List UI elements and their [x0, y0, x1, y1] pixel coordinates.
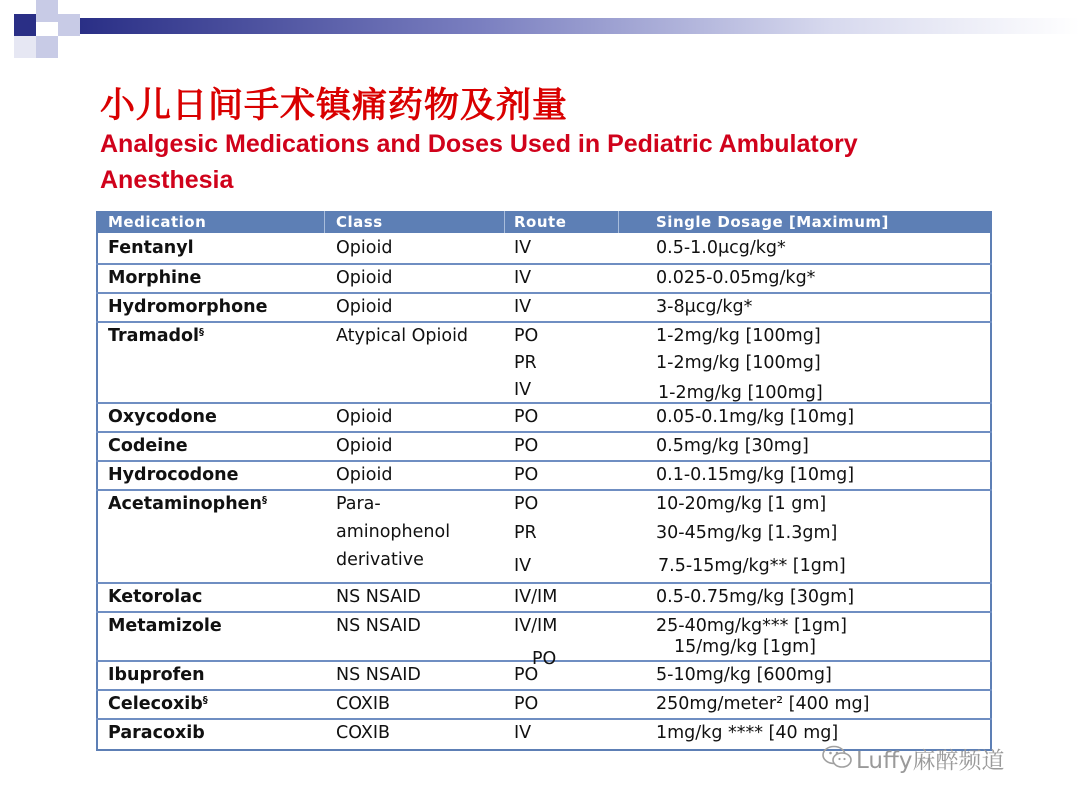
decor-square	[14, 14, 36, 36]
route-cell: PO	[514, 694, 539, 714]
class-cell: Opioid	[336, 465, 393, 485]
dosage-cell: 1-2mg/kg [100mg]	[656, 326, 821, 346]
decor-gradient-bar	[80, 18, 1080, 34]
route-cell: PO	[514, 665, 539, 685]
slide-title-english: Analgesic Medications and Doses Used in Pediatric Ambulatory Anesthesia	[100, 130, 858, 194]
medication-name: Metamizole	[108, 616, 222, 636]
dosage-cell: 30-45mg/kg [1.3gm]	[656, 523, 838, 543]
route-cell: PO	[514, 326, 539, 346]
class-cell: derivative	[336, 550, 424, 570]
class-cell: Opioid	[336, 238, 393, 258]
table-row	[96, 263, 992, 294]
class-cell: NS NSAID	[336, 587, 421, 607]
header-medication: Medication	[108, 213, 207, 231]
route-cell: PR	[514, 353, 537, 373]
header-divider	[504, 211, 505, 233]
route-cell: PO	[514, 407, 539, 427]
class-cell: Opioid	[336, 297, 393, 317]
table-row	[96, 611, 992, 669]
class-cell: Para-	[336, 494, 381, 514]
class-cell: COXIB	[336, 694, 391, 714]
table-row	[96, 489, 992, 584]
route-cell: IV/IM	[514, 587, 558, 607]
medication-name: Tramadol§	[108, 326, 205, 346]
route-cell: IV/IM	[514, 616, 558, 636]
route-cell: PO	[514, 465, 539, 485]
dosage-cell: 1mg/kg **** [40 mg]	[656, 723, 839, 743]
wechat-icon	[822, 744, 852, 780]
medication-name: Codeine	[108, 436, 188, 456]
dosage-cell: 0.025-0.05mg/kg*	[656, 268, 816, 288]
table-row	[96, 689, 992, 720]
medication-name: Hydromorphone	[108, 297, 268, 317]
class-cell: Opioid	[336, 436, 393, 456]
route-cell: PR	[514, 523, 537, 543]
table-row	[96, 460, 992, 491]
header-divider	[324, 211, 325, 233]
route-cell: PO	[514, 494, 539, 514]
class-cell: aminophenol	[336, 522, 451, 542]
table-row	[96, 233, 992, 265]
table-row	[96, 582, 992, 613]
dosage-cell: 0.05-0.1mg/kg [10mg]	[656, 407, 855, 427]
route-cell: IV	[514, 556, 532, 576]
dosage-cell: 5-10mg/kg [600mg]	[656, 665, 832, 685]
route-cell: IV	[514, 297, 532, 317]
route-cell: PO	[514, 436, 539, 456]
class-cell: COXIB	[336, 723, 391, 743]
dosage-cell: 1-2mg/kg [100mg]	[656, 353, 821, 373]
class-cell: Opioid	[336, 407, 393, 427]
medication-name: Hydrocodone	[108, 465, 239, 485]
medication-name: Paracoxib	[108, 723, 205, 743]
route-cell: IV	[514, 238, 532, 258]
dosage-cell: 0.5-1.0μcg/kg*	[656, 238, 786, 258]
medication-name: Morphine	[108, 268, 202, 288]
medication-name: Oxycodone	[108, 407, 217, 427]
route-cell: PO	[532, 649, 557, 669]
dosage-cell: 25-40mg/kg*** [1gm]	[656, 616, 847, 636]
dosage-cell: 250mg/meter² [400 mg]	[656, 694, 870, 714]
dosage-cell: 0.5mg/kg [30mg]	[656, 436, 809, 456]
header-route: Route	[514, 213, 567, 231]
medication-name: Fentanyl	[108, 238, 194, 258]
table-row	[96, 292, 992, 323]
table-header	[96, 211, 992, 233]
table-row	[96, 321, 992, 404]
decor-square	[36, 36, 58, 58]
class-cell: Opioid	[336, 268, 393, 288]
dosage-cell: 0.5-0.75mg/kg [30gm]	[656, 587, 855, 607]
decor-square	[14, 36, 36, 58]
dosage-cell: 0.1-0.15mg/kg [10mg]	[656, 465, 855, 485]
header-class: Class	[336, 213, 383, 231]
dosage-cell: 15/mg/kg [1gm]	[674, 637, 816, 657]
class-cell: Atypical Opioid	[336, 326, 469, 346]
dosage-table	[96, 211, 992, 751]
watermark-text: Luffy麻醉频道	[856, 748, 1005, 774]
decor-square	[36, 0, 58, 22]
dosage-cell: 7.5-15mg/kg** [1gm]	[658, 556, 846, 576]
route-cell: IV	[514, 380, 532, 400]
medication-name: Acetaminophen§	[108, 494, 267, 514]
decor-square	[58, 14, 80, 36]
dosage-cell: 1-2mg/kg [100mg]	[658, 383, 823, 403]
class-cell: NS NSAID	[336, 665, 421, 685]
dosage-cell: 10-20mg/kg [1 gm]	[656, 494, 827, 514]
slide-title-chinese: 小儿日间手术镇痛药物及剂量	[100, 86, 569, 126]
route-cell: IV	[514, 723, 532, 743]
table-row	[96, 431, 992, 462]
table-row	[96, 402, 992, 433]
header-divider	[618, 211, 619, 233]
medication-name: Celecoxib§	[108, 694, 208, 714]
medication-name: Ibuprofen	[108, 665, 205, 685]
route-cell: IV	[514, 268, 532, 288]
table-row	[96, 660, 992, 691]
medication-name: Ketorolac	[108, 587, 203, 607]
header-dosage: Single Dosage [Maximum]	[656, 213, 889, 231]
class-cell: NS NSAID	[336, 616, 421, 636]
watermark	[822, 743, 1004, 779]
dosage-cell: 3-8μcg/kg*	[656, 297, 753, 317]
